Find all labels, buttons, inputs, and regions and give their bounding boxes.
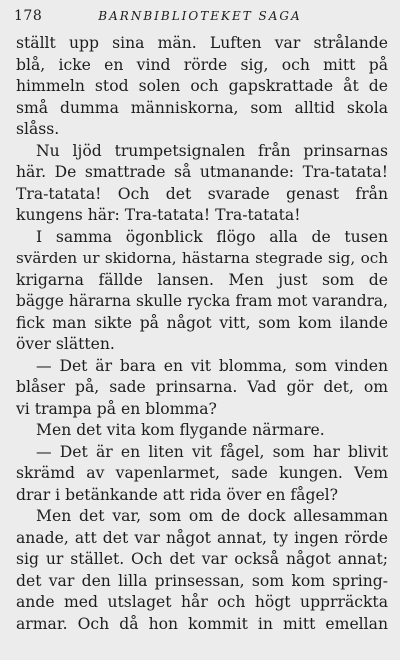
text-line: här. De smattrade så utmanande: Tra-tatata! <box>16 163 388 181</box>
text-line: över slätten. <box>16 335 115 353</box>
text-line: bägge härarna skulle rycka fram mot varandra, <box>16 292 388 310</box>
text-line: ställt upp sina män. Luften var strålande <box>16 34 388 52</box>
text-line: Men det vita kom flygande närmare. <box>36 421 325 439</box>
text-line: Nu ljöd trumpetsignalen från prinsarnas <box>36 141 388 160</box>
text-line: ande med utslaget hår och högt upprräckta <box>16 593 388 611</box>
text-line: skrämd av vapenlarmet, sade kungen. Vem <box>16 464 388 482</box>
text-line: anade, att det var något annat, ty ingen rörde <box>16 528 388 547</box>
body-text <box>16 33 388 635</box>
text-line: armar. Och då hon kommit in mitt emellan <box>16 614 388 633</box>
text-line: slåss. <box>16 120 60 138</box>
text-line: sig ur stället. Och det var också något annat; <box>16 550 388 568</box>
text-line: små dumma människorna, som alltid skola <box>16 98 388 117</box>
text-line: kungens här: Tra-tatata! Tra-tatata! <box>16 206 301 224</box>
text-line: Tra-tatata! Och det svarade genast från <box>16 184 388 203</box>
text-line: I samma ögonblick flögo alla de tusen <box>36 227 388 246</box>
text-line: drar i betänkande att rida över en fågel? <box>16 485 339 504</box>
text-line: svärden ur skidorna, hästarna stegrade sig, och <box>16 249 388 267</box>
text-line: himmeln stod solen och gapskrattade åt de <box>16 77 388 95</box>
text-line: — Det är en liten vit fågel, som har blivit <box>36 442 388 461</box>
running-title: BARNBIBLIOTEKET SAGA <box>98 9 302 23</box>
page-header <box>0 6 400 30</box>
text-line: — Det är bara en vit blomma, som vinden <box>36 356 388 375</box>
text-line: blåser på, sade prinsarna. Vad gör det, om <box>16 378 388 396</box>
text-line: det var den lilla prinsessan, som kom spring- <box>16 571 388 590</box>
text-line: blå, icke en vind rörde sig, och mitt på <box>16 55 388 74</box>
text-line: Men det var, som om de dock allesamman <box>36 507 388 525</box>
text-line: fick man sikte på något vitt, som kom ilande <box>16 313 388 332</box>
page-number: 178 <box>14 8 43 24</box>
text-line: vi trampa på en blomma? <box>16 399 217 418</box>
text-line: krigarna fällde lansen. Men just som de <box>16 270 388 289</box>
